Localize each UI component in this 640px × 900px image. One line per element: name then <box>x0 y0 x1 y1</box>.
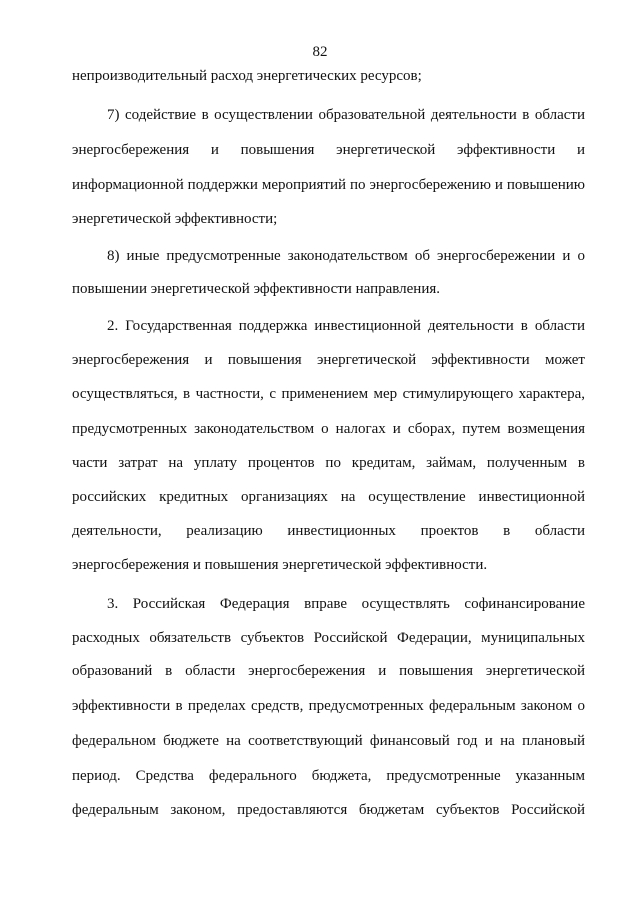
text-line: осуществляться, в частности, с применением мер стимулирующего характера, <box>72 386 585 402</box>
text-line: федеральном бюджете на соответствующий финансовый год и на плановый <box>72 733 585 749</box>
text-line: деятельности, реализацию инвестиционных проектов в области <box>72 523 585 539</box>
text-line: энергосбережения и повышения энергетической эффективности может <box>72 352 585 368</box>
text-line: информационной поддержки мероприятий по энергосбережению и повышению <box>72 177 585 193</box>
text-line: образований в области энергосбережения и повышения энергетической <box>72 663 585 679</box>
text-line-section-2-start: 2. Государственная поддержка инвестиционной деятельности в области <box>107 318 585 334</box>
text-line-item-8-end: повышении энергетической эффективности направления. <box>72 281 440 297</box>
text-line-section-3-start: 3. Российская Федерация вправе осуществлять софинансирование <box>107 596 585 612</box>
text-line: эффективности в пределах средств, предусмотренных федеральным законом о <box>72 698 585 714</box>
text-line-continuation: непроизводительный расход энергетических ресурсов; <box>72 68 422 84</box>
text-line: российских кредитных организациях на осуществление инвестиционной <box>72 489 585 505</box>
text-line-item-7-start: 7) содействие в осуществлении образовательной деятельности в области <box>107 107 585 123</box>
text-line: период. Средства федерального бюджета, предусмотренные указанным <box>72 768 585 784</box>
text-line: части затрат на уплату процентов по кредитам, займам, полученным в <box>72 455 585 471</box>
text-line: федеральным законом, предоставляются бюджетам субъектов Российской <box>72 802 585 818</box>
text-line: предусмотренных законодательством о налогах и сборах, путем возмещения <box>72 421 585 437</box>
text-line-item-7-end: энергетической эффективности; <box>72 211 278 227</box>
text-line-section-2-end: энергосбережения и повышения энергетической эффективности. <box>72 557 488 573</box>
page-number: 82 <box>312 44 328 60</box>
text-line: расходных обязательств субъектов Российской Федерации, муниципальных <box>72 630 585 646</box>
text-line-item-8-start: 8) иные предусмотренные законодательством об энергосбережении и о <box>107 248 585 264</box>
text-line: энергосбережения и повышения энергетической эффективности и <box>72 142 585 158</box>
